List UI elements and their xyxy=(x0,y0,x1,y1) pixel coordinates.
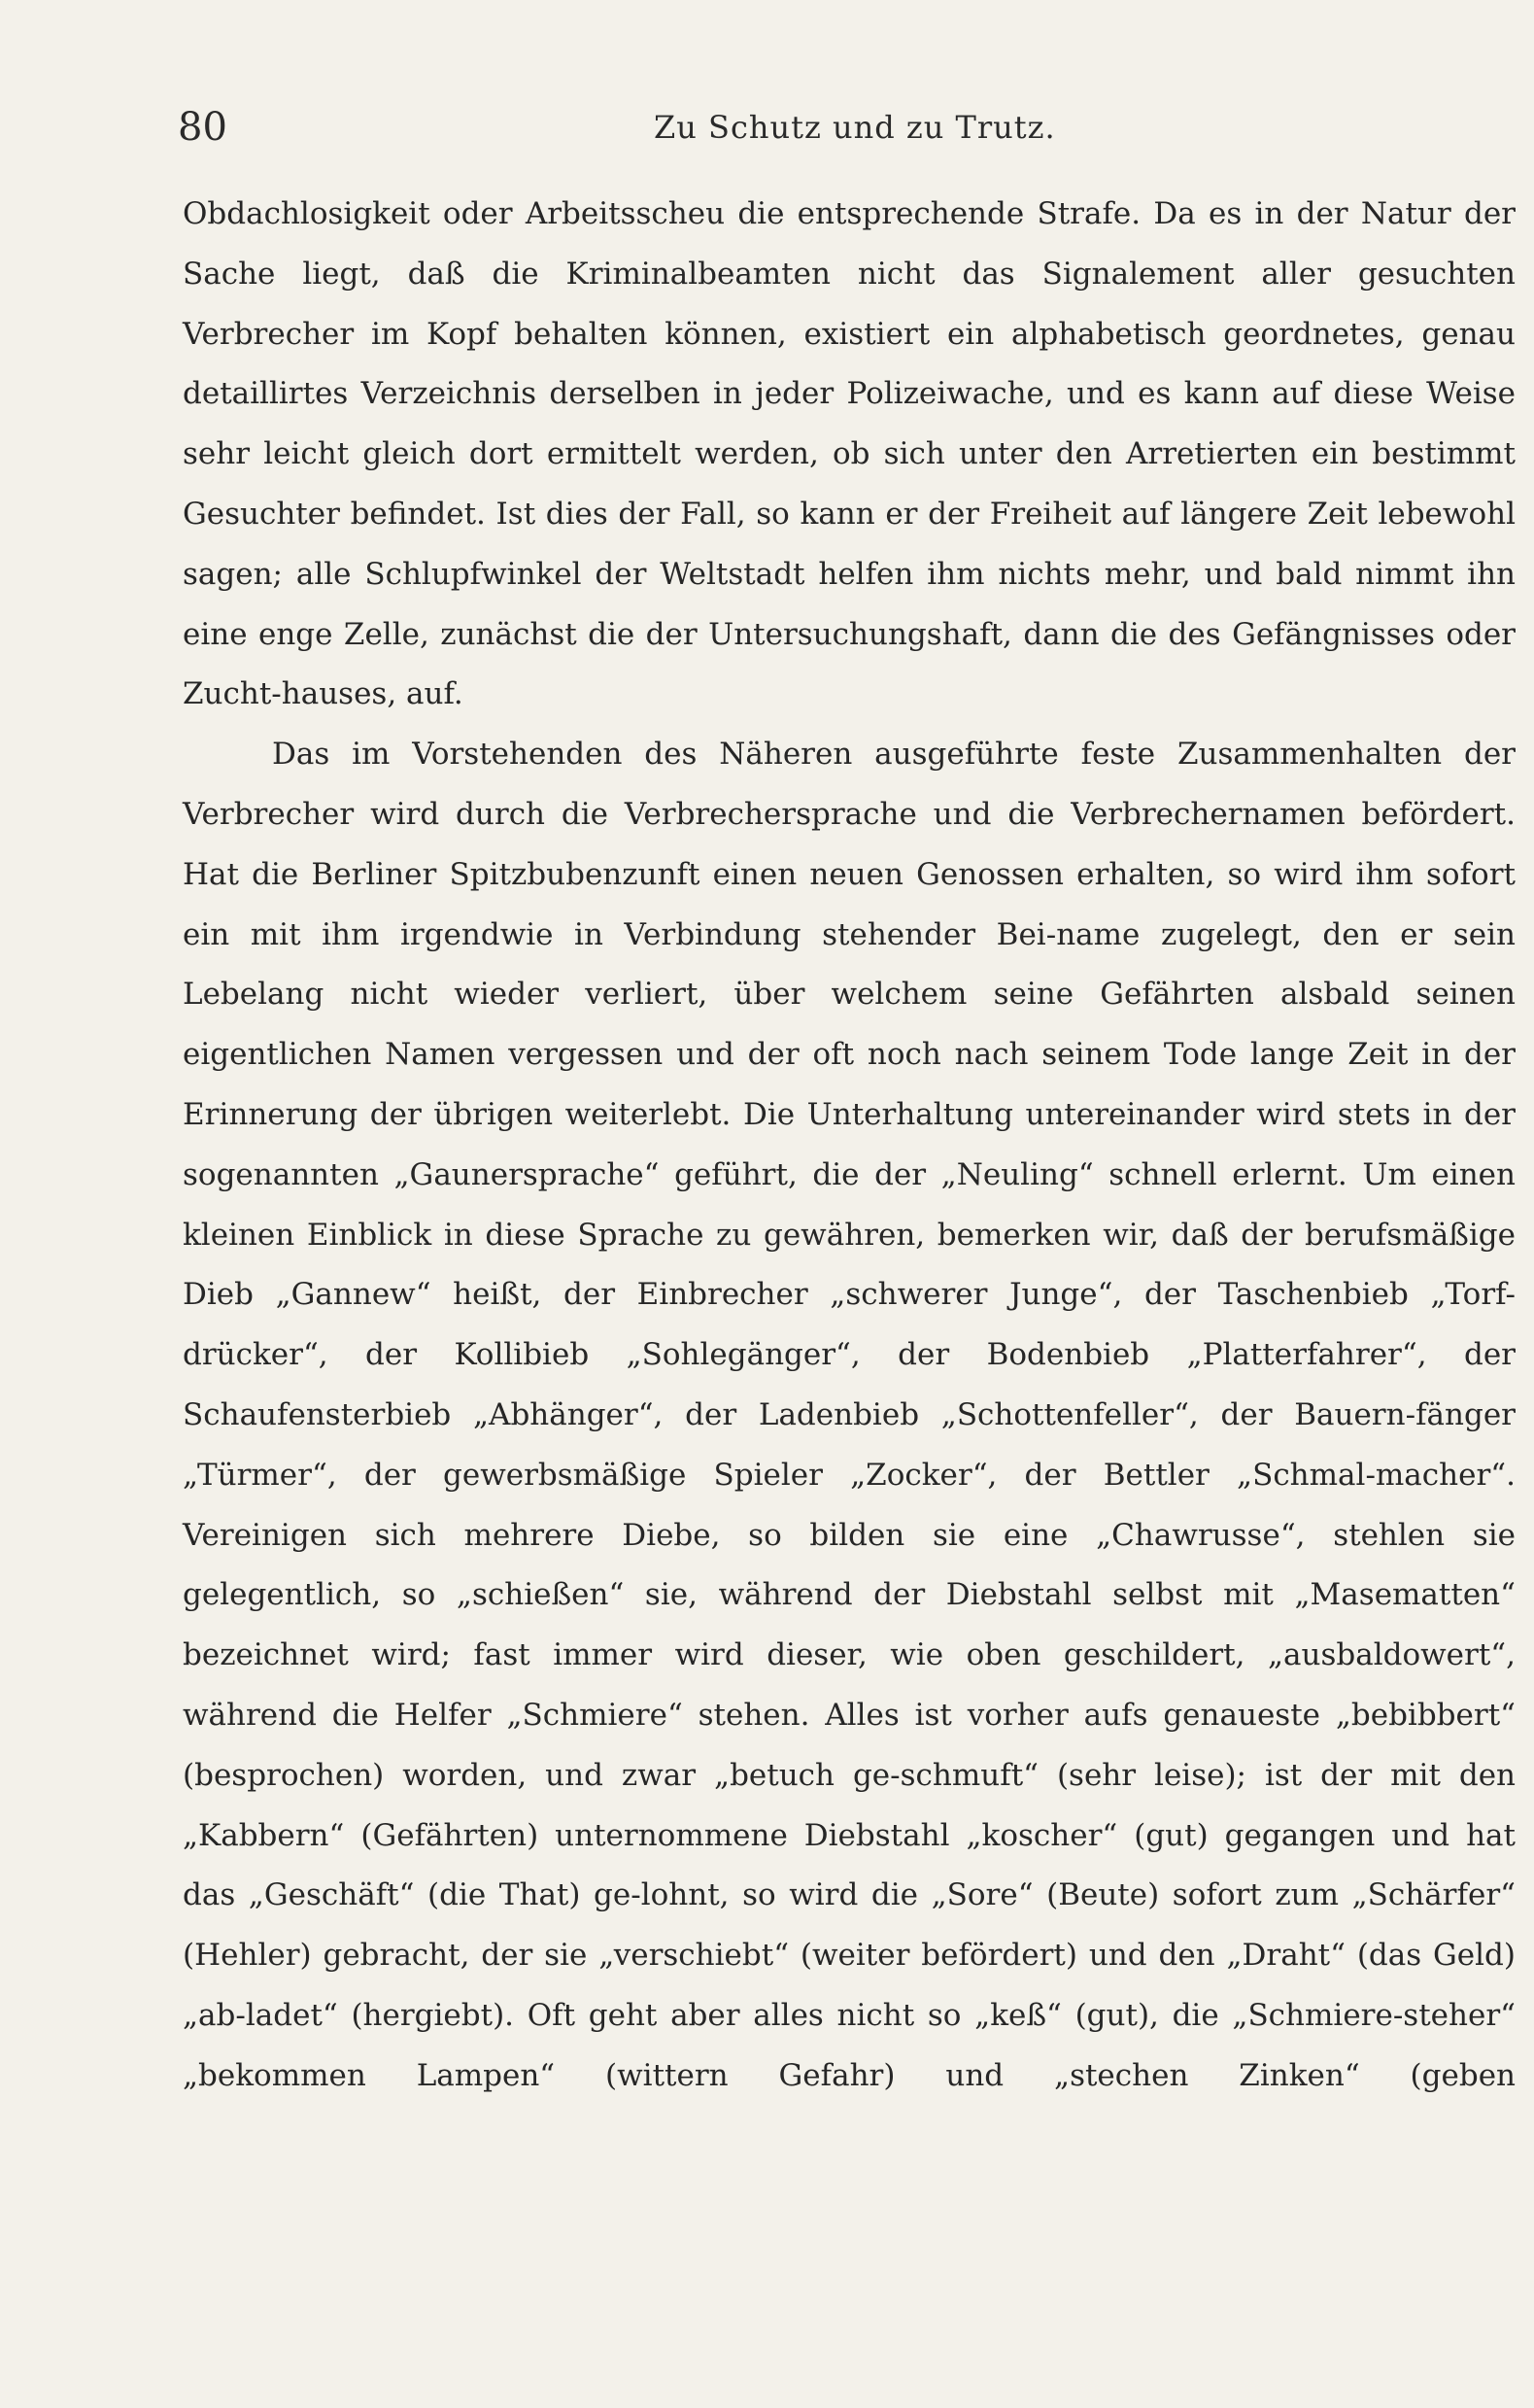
paragraph-2: Das im Vorstehenden des Näheren ausgeführte feste Zusammenhalten der Verbrecher wird durch die Verbrechersprache und die Verbrechernamen befördert. Hat die Berliner Spitzbubenzunft einen neuen Genossen erhalten, so wird ihm sofort ein mit ihm irgendwie in Verbindung stehender Bei-name zugelegt, den er sein Lebelang nicht wieder verliert, über welchem seine Gefährten alsbald seinen eigentlichen Namen vergessen und der oft noch nach seinem Tode lange Zeit in der Erinnerung der übrigen weiterlebt. Die Unterhaltung untereinander wird stets in der sogenannten „Gaunersprache“ geführt, die der „Neuling“ schnell erlernt. Um einen kleinen Einblick in diese Sprache zu gewähren, bemerken wir, daß der berufsmäßige Dieb „Gannew“ heißt, der Einbrecher „schwerer Junge“, der Taschenbieb „Torf-drücker“, der Kollibieb „Sohlegänger“, der Bodenbieb „Platterfahrer“, der Schaufensterbieb „Abhänger“, der Ladenbieb „Schottenfeller“, der Bauern-fänger „Türmer“, der gewerbsmäßige Spieler „Zocker“, der Bettler „Schmal-macher“. Vereinigen sich mehrere Diebe, so bilden sie eine „Chawrusse“, stehlen sie gelegentlich, so „schießen“ sie, während der Diebstahl selbst mit „Masematten“ bezeichnet wird; fast immer wird dieser, wie oben geschildert, „ausbaldowert“, während die Helfer „Schmiere“ stehen. Alles ist vorher aufs genaueste „bebibbert“ (besprochen) worden, und zwar „betuch ge-schmuft“ (sehr leise); ist der mit den „Kabbern“ (Gefährten) unternommene Diebstahl „koscher“ (gut) gegangen und hat das „Geschäft“ (die That) ge-lohnt, so wird die „Sore“ (Beute) sofort zum „Schärfer“ (Hehler) gebracht, der sie „verschiebt“ (weiter befördert) und den „Draht“ (das Geld) „ab-ladet“ (hergiebt). Oft geht aber alles nicht so „keß“ (gut), die „Schmiere-steher“ „bekommen Lampen“ (wittern Gefahr) und „stechen Zinken“ (geben xyxy=(183,737,1516,2093)
body-text xyxy=(183,185,1516,2107)
page-header xyxy=(178,105,1518,163)
paragraph-1: Obdachlosigkeit oder Arbeitsscheu die entsprechende Strafe. Da es in der Natur der Sache liegt, daß die Kriminalbeamten nicht das Signalement aller gesuchten Verbrecher im Kopf behalten können, existiert ein alphabetisch geordnetes, genau detaillirtes Verzeichnis derselben in jeder Polizeiwache, und es kann auf diese Weise sehr leicht gleich dort ermittelt werden, ob sich unter den Arretierten ein bestimmt Gesuchter befindet. Ist dies der Fall, so kann er der Freiheit auf längere Zeit lebewohl sagen; alle Schlupfwinkel der Weltstadt helfen ihm nichts mehr, und bald nimmt ihn eine enge Zelle, zunächst die der Untersuchungshaft, dann die des Gefängnisses oder Zucht-hauses, auf. xyxy=(183,196,1516,712)
running-head: Zu Schutz und zu Trutz. xyxy=(654,109,1056,146)
page-number: 80 xyxy=(178,105,227,150)
